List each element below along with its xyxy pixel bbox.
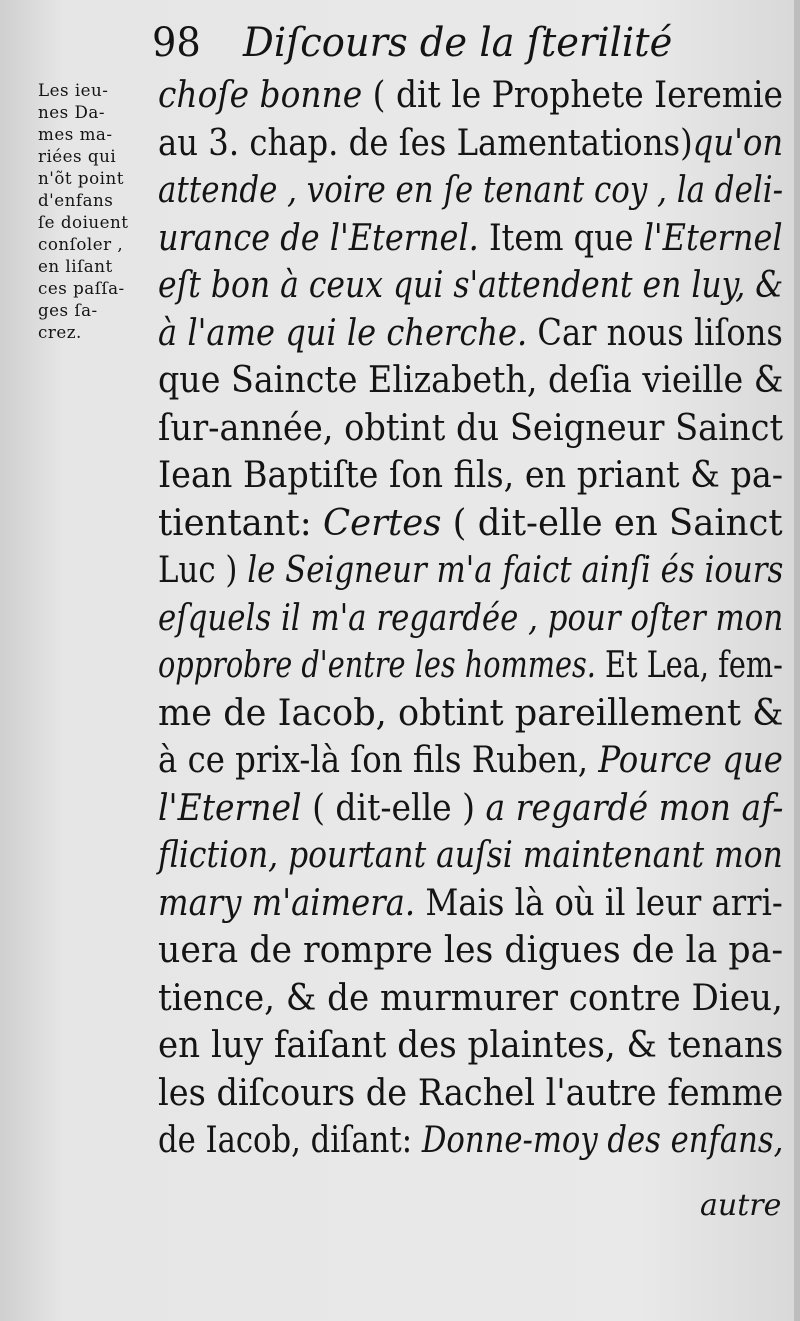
italic-segment: Donne-moy des enfans, [421, 1120, 784, 1161]
roman-segment: au 3. chap. de ſes Lamentations) [158, 122, 693, 164]
text-line [158, 927, 784, 975]
italic-segment: à l'ame qui le cherche. [158, 312, 528, 354]
italic-segment: eſquels il m'a regardée , pour oſter mon [158, 597, 784, 639]
italic-segment: attende , voire en ſe tenant coy , la deli- [158, 170, 784, 211]
text-line [158, 785, 784, 833]
margin-note-line: ſe doiuent [38, 213, 129, 233]
text-line [158, 737, 783, 785]
margin-note-line: crez. [38, 323, 82, 343]
roman-segment: à ce prix-là ſon fils Ruben, [158, 740, 599, 781]
roman-segment: en luy faiſant des plaintes, & tenans [158, 1025, 784, 1066]
text-line [158, 215, 783, 263]
body-text [158, 72, 788, 1165]
text-line [158, 1022, 784, 1070]
roman-segment: Et Lea, fem- [595, 645, 783, 686]
margin-note-line: mes ma- [38, 125, 113, 145]
roman-segment: uera de rompre les digues de la pa- [158, 930, 784, 971]
roman-segment: ( dit-elle ) [301, 787, 486, 829]
italic-segment: le Seigneur m'a faict ainſi és iours [247, 550, 784, 591]
text-line [158, 500, 783, 548]
margin-note-line: Les ieu- [38, 81, 109, 101]
roman-segment: me de Iacob, obtint pareillement & [158, 692, 784, 734]
text-line [158, 880, 783, 928]
page-header [152, 14, 673, 72]
italic-segment: fliction, pourtant auſsi maintenant mon [158, 835, 783, 876]
roman-segment: que Saincte Elizabeth, deſia vieille & [158, 360, 784, 401]
text-line [158, 310, 783, 358]
text-line [158, 405, 783, 453]
italic-segment: eſt bon à ceux qui s'attendent en luy, & [158, 265, 784, 306]
margin-note-line: n'õt point [38, 169, 124, 189]
italic-segment: qu'on [692, 122, 784, 164]
text-line [158, 547, 784, 595]
margin-note-line: nes Da- [38, 103, 105, 123]
italic-segment: l'Eternel [643, 217, 783, 259]
roman-segment: Mais là où il leur arri- [415, 882, 783, 924]
margin-note-line: riées qui [38, 147, 117, 167]
roman-segment: Luc ) [158, 550, 248, 591]
italic-segment: Certes [322, 502, 442, 544]
italic-segment: Pource que [598, 740, 783, 781]
italic-segment: a regardé mon af- [485, 787, 784, 829]
roman-segment: tience, & de murmurer contre Dieu, [158, 977, 783, 1019]
roman-segment: Car nous liſons [527, 312, 783, 354]
text-line [158, 167, 784, 215]
text-line [158, 452, 784, 500]
page-number: 98 [152, 20, 201, 66]
italic-segment: urance de l'Eternel. [158, 217, 479, 259]
roman-segment: Iean Baptiſte ſon fils, en priant & pa- [158, 455, 784, 496]
roman-segment: les diſcours de Rachel l'autre femme [158, 1072, 784, 1114]
running-title: Diſcours de la ſterilité [243, 20, 673, 66]
italic-segment: choſe bonne [158, 75, 363, 116]
text-line [158, 1117, 784, 1165]
roman-segment: tientant: [158, 502, 323, 544]
roman-segment: ſur-année, obtint du Seigneur Sainct [158, 407, 783, 449]
roman-segment: ( dit-elle en Sainct [441, 502, 783, 544]
margin-note [38, 80, 152, 344]
roman-segment: ( dit le Prophete Ieremie [362, 75, 783, 116]
roman-segment: de Iacob, diſant: [158, 1120, 422, 1161]
text-line [158, 642, 783, 690]
italic-segment: l'Eternel [158, 787, 302, 829]
page-edge [794, 0, 800, 1321]
margin-note-line: ges ſa- [38, 301, 98, 321]
text-line [158, 357, 784, 405]
margin-note-line: conſoler , [38, 235, 124, 255]
text-line [158, 120, 784, 168]
roman-segment: Item que [478, 217, 644, 259]
margin-note-line: en liſant [38, 257, 113, 277]
text-line [158, 1070, 784, 1118]
text-line [158, 595, 784, 643]
text-line [158, 690, 784, 738]
text-line [158, 975, 783, 1023]
italic-segment: opprobre d'entre les hommes. [158, 645, 596, 686]
margin-note-line: d'enfans [38, 191, 114, 211]
italic-segment: mary m'aimera. [158, 882, 416, 924]
catchword: autre [700, 1188, 782, 1223]
margin-note-line: ces paſſa- [38, 279, 125, 299]
text-line [158, 262, 784, 310]
text-line [158, 832, 783, 880]
text-line [158, 72, 783, 120]
